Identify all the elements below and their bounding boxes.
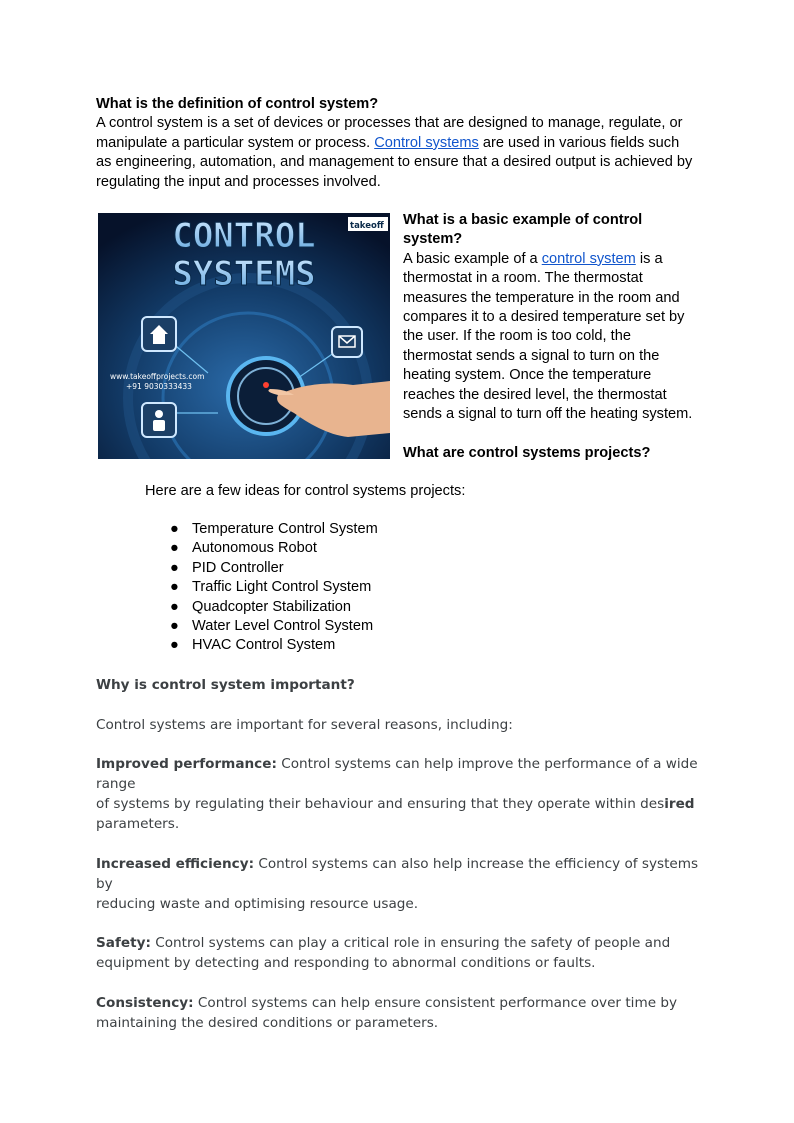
example-line-2: thermostat in a room. The thermostat [403, 270, 643, 287]
safety-label: Safety: [96, 935, 151, 952]
home-icon [142, 317, 176, 351]
control-systems-illustration [98, 213, 390, 459]
definition-text: are used in various fields such [478, 134, 680, 151]
improved-line-1 [96, 754, 700, 794]
list-item [170, 559, 378, 578]
list-item-text: HVAC Control System [192, 637, 336, 654]
example-line-1 [403, 250, 703, 269]
definition-line-3: as engineering, automation, and management to ensure that a desired output is achieved by [96, 154, 693, 171]
efficiency-text: Control systems can also help increase the efficiency of systems by [96, 855, 699, 892]
example-heading-line-1: What is a basic example of control [403, 212, 643, 228]
mail-icon [332, 327, 362, 357]
bullet: ● [170, 637, 179, 654]
definition-line-1: A control system is a set of devices or processes that are designed to manage, regulate, or [96, 115, 683, 132]
improved-line-2 [96, 794, 700, 814]
list-item [170, 539, 378, 558]
spacer [403, 424, 703, 443]
example-line-3: measures the temperature in the room and [403, 289, 680, 306]
safety-line-1 [96, 933, 700, 953]
image-title-line-1: CONTROL [172, 216, 316, 256]
definition-heading: What is the definition of control system? [96, 96, 379, 112]
bullet: ● [170, 598, 179, 615]
bullet: ● [170, 617, 179, 634]
example-line-5: the user. If the room is too cold, the [403, 328, 631, 345]
projects-intro: Here are a few ideas for control systems projects: [145, 483, 466, 499]
image-url-text: www.takeoffprojects.com [110, 372, 205, 381]
safety-line-2: equipment by detecting and responding to abnormal conditions or faults. [96, 955, 596, 972]
definition-line-2 [96, 134, 700, 153]
control-systems-image [98, 213, 390, 459]
list-item-text: Temperature Control System [192, 521, 378, 537]
list-item-text: PID Controller [192, 559, 284, 576]
bullet: ● [170, 540, 179, 557]
control-systems-link[interactable]: Control systems [374, 134, 479, 151]
example-heading-line-2: system? [403, 231, 463, 248]
consistency-text: Control systems can help ensure consistent performance over time by [193, 994, 678, 1011]
efficiency-label: Increased efficiency: [96, 855, 255, 872]
example-line-8: reaches the desired level, the thermostat [403, 386, 667, 403]
image-title-line-2: SYSTEMS [172, 254, 316, 294]
improved-bold-text: ired [664, 796, 695, 813]
list-item-text: Traffic Light Control System [192, 579, 372, 596]
improved-line-3: parameters. [96, 816, 180, 833]
user-icon [142, 403, 176, 437]
consistency-line-2: maintaining the desired conditions or parameters. [96, 1014, 439, 1031]
spacer [96, 914, 700, 934]
logo-text: takeoff [350, 221, 384, 231]
bullet: ● [170, 559, 179, 576]
list-item-text: Water Level Control System [192, 617, 374, 634]
spacer [96, 735, 700, 755]
definition-section [96, 95, 700, 192]
projects-heading: What are control systems projects? [403, 444, 651, 461]
safety-text: Control systems can play a critical role in ensuring the safety of people and [150, 935, 671, 952]
definition-line-4: regulating the input and processes involved. [96, 173, 381, 190]
improved-text: of systems by regulating their behaviour and ensuring that they operate within des [96, 796, 665, 813]
spacer [96, 973, 700, 993]
projects-list [170, 520, 378, 656]
example-section [403, 211, 703, 463]
importance-intro: Control systems are important for several reasons, including: [96, 716, 513, 733]
list-item [170, 598, 378, 617]
list-item [170, 578, 378, 597]
example-line-9: sends a signal to turn off the heating system. [403, 406, 693, 423]
importance-heading: Why is control system important? [96, 677, 355, 693]
example-text: is a [635, 250, 663, 267]
consistency-label: Consistency: [96, 994, 194, 1011]
improved-text: Control systems can help improve the performance of a wide range [96, 756, 698, 793]
spacer [96, 834, 700, 854]
efficiency-line-2: reducing waste and optimising resource usage. [96, 895, 419, 912]
improved-label: Improved performance: [96, 756, 277, 773]
list-item-text: Autonomous Robot [192, 540, 317, 557]
example-text: A basic example of a [403, 250, 542, 267]
list-item [170, 520, 378, 539]
list-item [170, 636, 378, 655]
example-line-4: compares it to a desired temperature set by [403, 309, 685, 326]
image-phone-text: +91 9030333433 [126, 382, 192, 391]
example-line-7: heating system. Once the temperature [403, 367, 652, 384]
bullet: ● [170, 579, 179, 596]
list-item-text: Quadcopter Stabilization [192, 598, 352, 615]
control-system-link[interactable]: control system [541, 250, 636, 267]
definition-text: manipulate a particular system or process. [96, 134, 375, 151]
spacer [96, 695, 700, 715]
list-item [170, 617, 378, 636]
efficiency-line-1 [96, 854, 700, 894]
consistency-line-1 [96, 993, 700, 1013]
importance-section [96, 675, 700, 1033]
example-line-6: thermostat sends a signal to turn on the [403, 347, 660, 364]
bullet: ● [170, 521, 179, 537]
